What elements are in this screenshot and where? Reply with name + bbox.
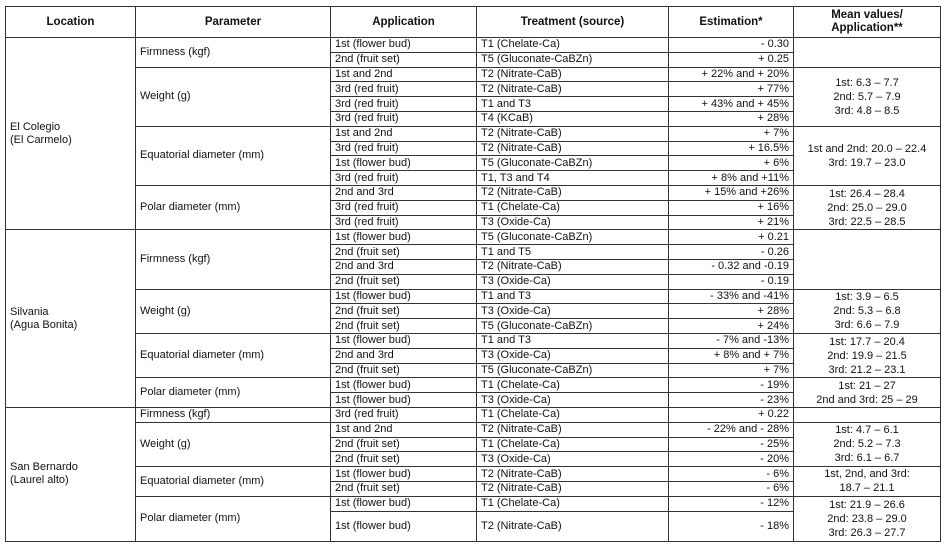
estimation-cell: - 6% — [669, 481, 794, 496]
application-cell: 1st and 2nd — [331, 126, 477, 141]
mean-values-cell — [794, 333, 941, 377]
estimation-cell: + 7% — [669, 126, 794, 141]
treatment-cell: T2 (Nitrate-CaB) — [477, 422, 669, 437]
treatment-cell: T1 (Chelate-Ca) — [477, 200, 669, 215]
treatment-cell: T4 (KCaB) — [477, 111, 669, 126]
treatment-cell: T1 and T5 — [477, 245, 669, 260]
table-row — [6, 467, 941, 482]
mean-value-line: 1st and 2nd: 20.0 – 22.4 — [807, 142, 927, 155]
mean-value-line: 2nd and 3rd: 25 – 29 — [816, 393, 918, 406]
treatment-cell: T5 (Gluconate-CaBZn) — [477, 363, 669, 378]
estimation-cell: + 16% — [669, 200, 794, 215]
application-cell: 1st (flower bud) — [331, 156, 477, 171]
estimation-cell: + 8% and +11% — [669, 171, 794, 186]
results-table — [5, 6, 941, 542]
application-cell: 1st (flower bud) — [331, 496, 477, 511]
mean-value-line: 3rd: 26.3 – 27.7 — [828, 526, 906, 539]
treatment-cell: T3 (Oxide-Ca) — [477, 393, 669, 408]
mean-value-line: 1st, 2nd, and 3rd: — [824, 468, 910, 481]
treatment-cell: T3 (Oxide-Ca) — [477, 348, 669, 363]
estimation-cell: - 33% and -41% — [669, 289, 794, 304]
header-treatment: Treatment (source) — [477, 7, 669, 38]
parameter-cell: Firmness (kgf) — [136, 230, 331, 289]
estimation-cell: - 7% and -13% — [669, 333, 794, 348]
application-cell: 1st (flower bud) — [331, 467, 477, 482]
estimation-cell: + 24% — [669, 319, 794, 334]
application-cell: 3rd (red fruit) — [331, 141, 477, 156]
parameter-cell: Equatorial diameter (mm) — [136, 333, 331, 377]
treatment-cell: T2 (Nitrate-CaB) — [477, 67, 669, 82]
header-application: Application — [331, 7, 477, 38]
header-mean-line1: Mean values/ — [831, 9, 903, 21]
location-name-line: (El Carmelo) — [10, 133, 72, 146]
treatment-cell: T1 and T3 — [477, 97, 669, 112]
treatment-cell: T3 (Oxide-Ca) — [477, 274, 669, 289]
mean-value-line: 2nd: 5.7 – 7.9 — [833, 90, 901, 103]
estimation-cell: - 19% — [669, 378, 794, 393]
estimation-cell: - 12% — [669, 496, 794, 511]
treatment-cell: T1 (Chelate-Ca) — [477, 437, 669, 452]
application-cell: 2nd (fruit set) — [331, 304, 477, 319]
location-cell — [6, 407, 136, 541]
application-cell: 1st (flower bud) — [331, 378, 477, 393]
estimation-cell: + 6% — [669, 156, 794, 171]
treatment-cell: T2 (Nitrate-CaB) — [477, 141, 669, 156]
estimation-cell: + 28% — [669, 304, 794, 319]
parameter-cell: Polar diameter (mm) — [136, 496, 331, 541]
estimation-cell: - 6% — [669, 467, 794, 482]
mean-value-line: 1st: 17.7 – 20.4 — [829, 335, 905, 348]
application-cell: 1st and 2nd — [331, 67, 477, 82]
application-cell: 1st and 2nd — [331, 422, 477, 437]
parameter-cell: Polar diameter (mm) — [136, 185, 331, 229]
mean-value-line: 1st: 21.9 – 26.6 — [829, 498, 905, 511]
estimation-cell: + 0.25 — [669, 52, 794, 67]
application-cell: 2nd (fruit set) — [331, 437, 477, 452]
parameter-cell: Weight (g) — [136, 422, 331, 466]
mean-value-line: 3rd: 4.8 – 8.5 — [834, 104, 900, 117]
estimation-cell: + 21% — [669, 215, 794, 230]
mean-value-line: 1st: 3.9 – 6.5 — [835, 291, 899, 304]
treatment-cell: T5 (Gluconate-CaBZn) — [477, 156, 669, 171]
estimation-cell: + 43% and + 45% — [669, 97, 794, 112]
treatment-cell: T1 (Chelate-Ca) — [477, 496, 669, 511]
treatment-cell: T5 (Gluconate-CaBZn) — [477, 319, 669, 334]
parameter-cell: Equatorial diameter (mm) — [136, 126, 331, 185]
application-cell: 3rd (red fruit) — [331, 200, 477, 215]
mean-values-cell — [794, 378, 941, 408]
estimation-cell: + 16.5% — [669, 141, 794, 156]
table-row — [6, 289, 941, 304]
application-cell: 2nd and 3rd — [331, 259, 477, 274]
treatment-cell: T1 and T3 — [477, 289, 669, 304]
treatment-cell: T5 (Gluconate-CaBZn) — [477, 230, 669, 245]
header-mean-line2: Application** — [831, 22, 903, 34]
treatment-cell: T2 (Nitrate-CaB) — [477, 82, 669, 97]
estimation-cell: + 15% and +26% — [669, 185, 794, 200]
estimation-cell: + 0.21 — [669, 230, 794, 245]
mean-value-line: 3rd: 22.5 – 28.5 — [828, 215, 906, 228]
estimation-cell: - 18% — [669, 511, 794, 541]
application-cell: 1st (flower bud) — [331, 38, 477, 53]
application-cell: 3rd (red fruit) — [331, 97, 477, 112]
table-row — [6, 126, 941, 141]
mean-value-line: 2nd: 5.2 – 7.3 — [833, 438, 901, 451]
treatment-cell: T3 (Oxide-Ca) — [477, 304, 669, 319]
mean-value-line: 1st: 26.4 – 28.4 — [829, 187, 905, 200]
parameter-cell: Weight (g) — [136, 67, 331, 126]
mean-value-line: 2nd: 5.3 – 6.8 — [833, 305, 901, 318]
application-cell: 3rd (red fruit) — [331, 215, 477, 230]
application-cell: 2nd (fruit set) — [331, 452, 477, 467]
application-cell: 2nd (fruit set) — [331, 274, 477, 289]
estimation-cell: + 8% and + 7% — [669, 348, 794, 363]
mean-value-line: 3rd: 6.1 – 6.7 — [834, 452, 900, 465]
parameter-cell: Firmness (kgf) — [136, 38, 331, 68]
mean-value-line: 18.7 – 21.1 — [839, 482, 895, 495]
parameter-cell: Firmness (kgf) — [136, 407, 331, 422]
mean-values-cell — [794, 67, 941, 126]
table-row — [6, 378, 941, 393]
parameter-cell: Equatorial diameter (mm) — [136, 467, 331, 497]
header-row — [6, 7, 941, 38]
table-row — [6, 422, 941, 437]
mean-value-line: 2nd: 23.8 – 29.0 — [827, 512, 907, 525]
application-cell: 2nd (fruit set) — [331, 52, 477, 67]
estimation-cell: - 25% — [669, 437, 794, 452]
application-cell: 2nd (fruit set) — [331, 319, 477, 334]
mean-value-line: 3rd: 6.6 – 7.9 — [834, 319, 900, 332]
treatment-cell: T2 (Nitrate-CaB) — [477, 481, 669, 496]
estimation-cell: + 77% — [669, 82, 794, 97]
header-estimation: Estimation* — [669, 7, 794, 38]
application-cell: 2nd (fruit set) — [331, 245, 477, 260]
header-parameter: Parameter — [136, 7, 331, 38]
estimation-cell: + 28% — [669, 111, 794, 126]
parameter-cell: Weight (g) — [136, 289, 331, 333]
location-cell — [6, 38, 136, 230]
location-name-line: San Bernardo — [10, 461, 78, 474]
estimation-cell: - 0.30 — [669, 38, 794, 53]
estimation-cell: - 0.19 — [669, 274, 794, 289]
table-row — [6, 185, 941, 200]
treatment-cell: T2 (Nitrate-CaB) — [477, 511, 669, 541]
application-cell: 3rd (red fruit) — [331, 82, 477, 97]
estimation-cell: - 23% — [669, 393, 794, 408]
application-cell: 1st (flower bud) — [331, 333, 477, 348]
mean-values-cell — [794, 496, 941, 541]
parameter-cell: Polar diameter (mm) — [136, 378, 331, 408]
mean-value-line: 1st: 4.7 – 6.1 — [835, 424, 899, 437]
application-cell: 1st (flower bud) — [331, 511, 477, 541]
mean-values-cell — [794, 185, 941, 229]
application-cell: 3rd (red fruit) — [331, 171, 477, 186]
application-cell: 2nd (fruit set) — [331, 363, 477, 378]
application-cell: 2nd and 3rd — [331, 348, 477, 363]
mean-value-line: 1st: 6.3 – 7.7 — [835, 76, 899, 89]
application-cell: 3rd (red fruit) — [331, 111, 477, 126]
table-row — [6, 496, 941, 511]
mean-values-cell — [794, 126, 941, 185]
application-cell: 1st (flower bud) — [331, 230, 477, 245]
mean-values-cell — [794, 407, 941, 422]
application-cell: 1st (flower bud) — [331, 393, 477, 408]
mean-value-line: 2nd: 25.0 – 29.0 — [827, 201, 907, 214]
mean-value-line: 3rd: 19.7 – 23.0 — [828, 156, 906, 169]
application-cell: 2nd (fruit set) — [331, 481, 477, 496]
treatment-cell: T2 (Nitrate-CaB) — [477, 467, 669, 482]
location-name-line: Silvania — [10, 305, 49, 318]
location-name-line: (Laurel alto) — [10, 474, 69, 487]
treatment-cell: T2 (Nitrate-CaB) — [477, 126, 669, 141]
mean-values-cell — [794, 38, 941, 68]
mean-values-cell — [794, 422, 941, 466]
estimation-cell: + 7% — [669, 363, 794, 378]
treatment-cell: T1, T3 and T4 — [477, 171, 669, 186]
treatment-cell: T1 and T3 — [477, 333, 669, 348]
location-name-line: El Colegio — [10, 120, 61, 133]
estimation-cell: - 0.26 — [669, 245, 794, 260]
application-cell: 1st (flower bud) — [331, 289, 477, 304]
mean-value-line: 1st: 21 – 27 — [838, 379, 896, 392]
treatment-cell: T1 (Chelate-Ca) — [477, 378, 669, 393]
treatment-cell: T5 (Gluconate-CaBZn) — [477, 52, 669, 67]
location-name-line: (Agua Bonita) — [10, 318, 78, 331]
estimation-cell: - 22% and - 28% — [669, 422, 794, 437]
table-row — [6, 67, 941, 82]
table-row — [6, 38, 941, 53]
estimation-cell: - 0.32 and -0.19 — [669, 259, 794, 274]
treatment-cell: T1 (Chelate-Ca) — [477, 38, 669, 53]
table-body — [6, 38, 941, 542]
mean-values-cell — [794, 230, 941, 289]
treatment-cell: T2 (Nitrate-CaB) — [477, 259, 669, 274]
application-cell: 2nd and 3rd — [331, 185, 477, 200]
treatment-cell: T3 (Oxide-Ca) — [477, 215, 669, 230]
estimation-cell: + 22% and + 20% — [669, 67, 794, 82]
mean-values-cell — [794, 467, 941, 497]
estimation-cell: + 0.22 — [669, 407, 794, 422]
table-row — [6, 230, 941, 245]
header-location: Location — [6, 7, 136, 38]
treatment-cell: T3 (Oxide-Ca) — [477, 452, 669, 467]
mean-value-line: 2nd: 19.9 – 21.5 — [827, 349, 907, 362]
treatment-cell: T1 (Chelate-Ca) — [477, 407, 669, 422]
header-mean-values — [794, 7, 941, 38]
mean-value-line: 3rd: 21.2 – 23.1 — [828, 363, 906, 376]
mean-values-cell — [794, 289, 941, 333]
estimation-cell: - 20% — [669, 452, 794, 467]
table-row — [6, 333, 941, 348]
treatment-cell: T2 (Nitrate-CaB) — [477, 185, 669, 200]
table-row — [6, 407, 941, 422]
application-cell: 3rd (red fruit) — [331, 407, 477, 422]
location-cell — [6, 230, 136, 408]
